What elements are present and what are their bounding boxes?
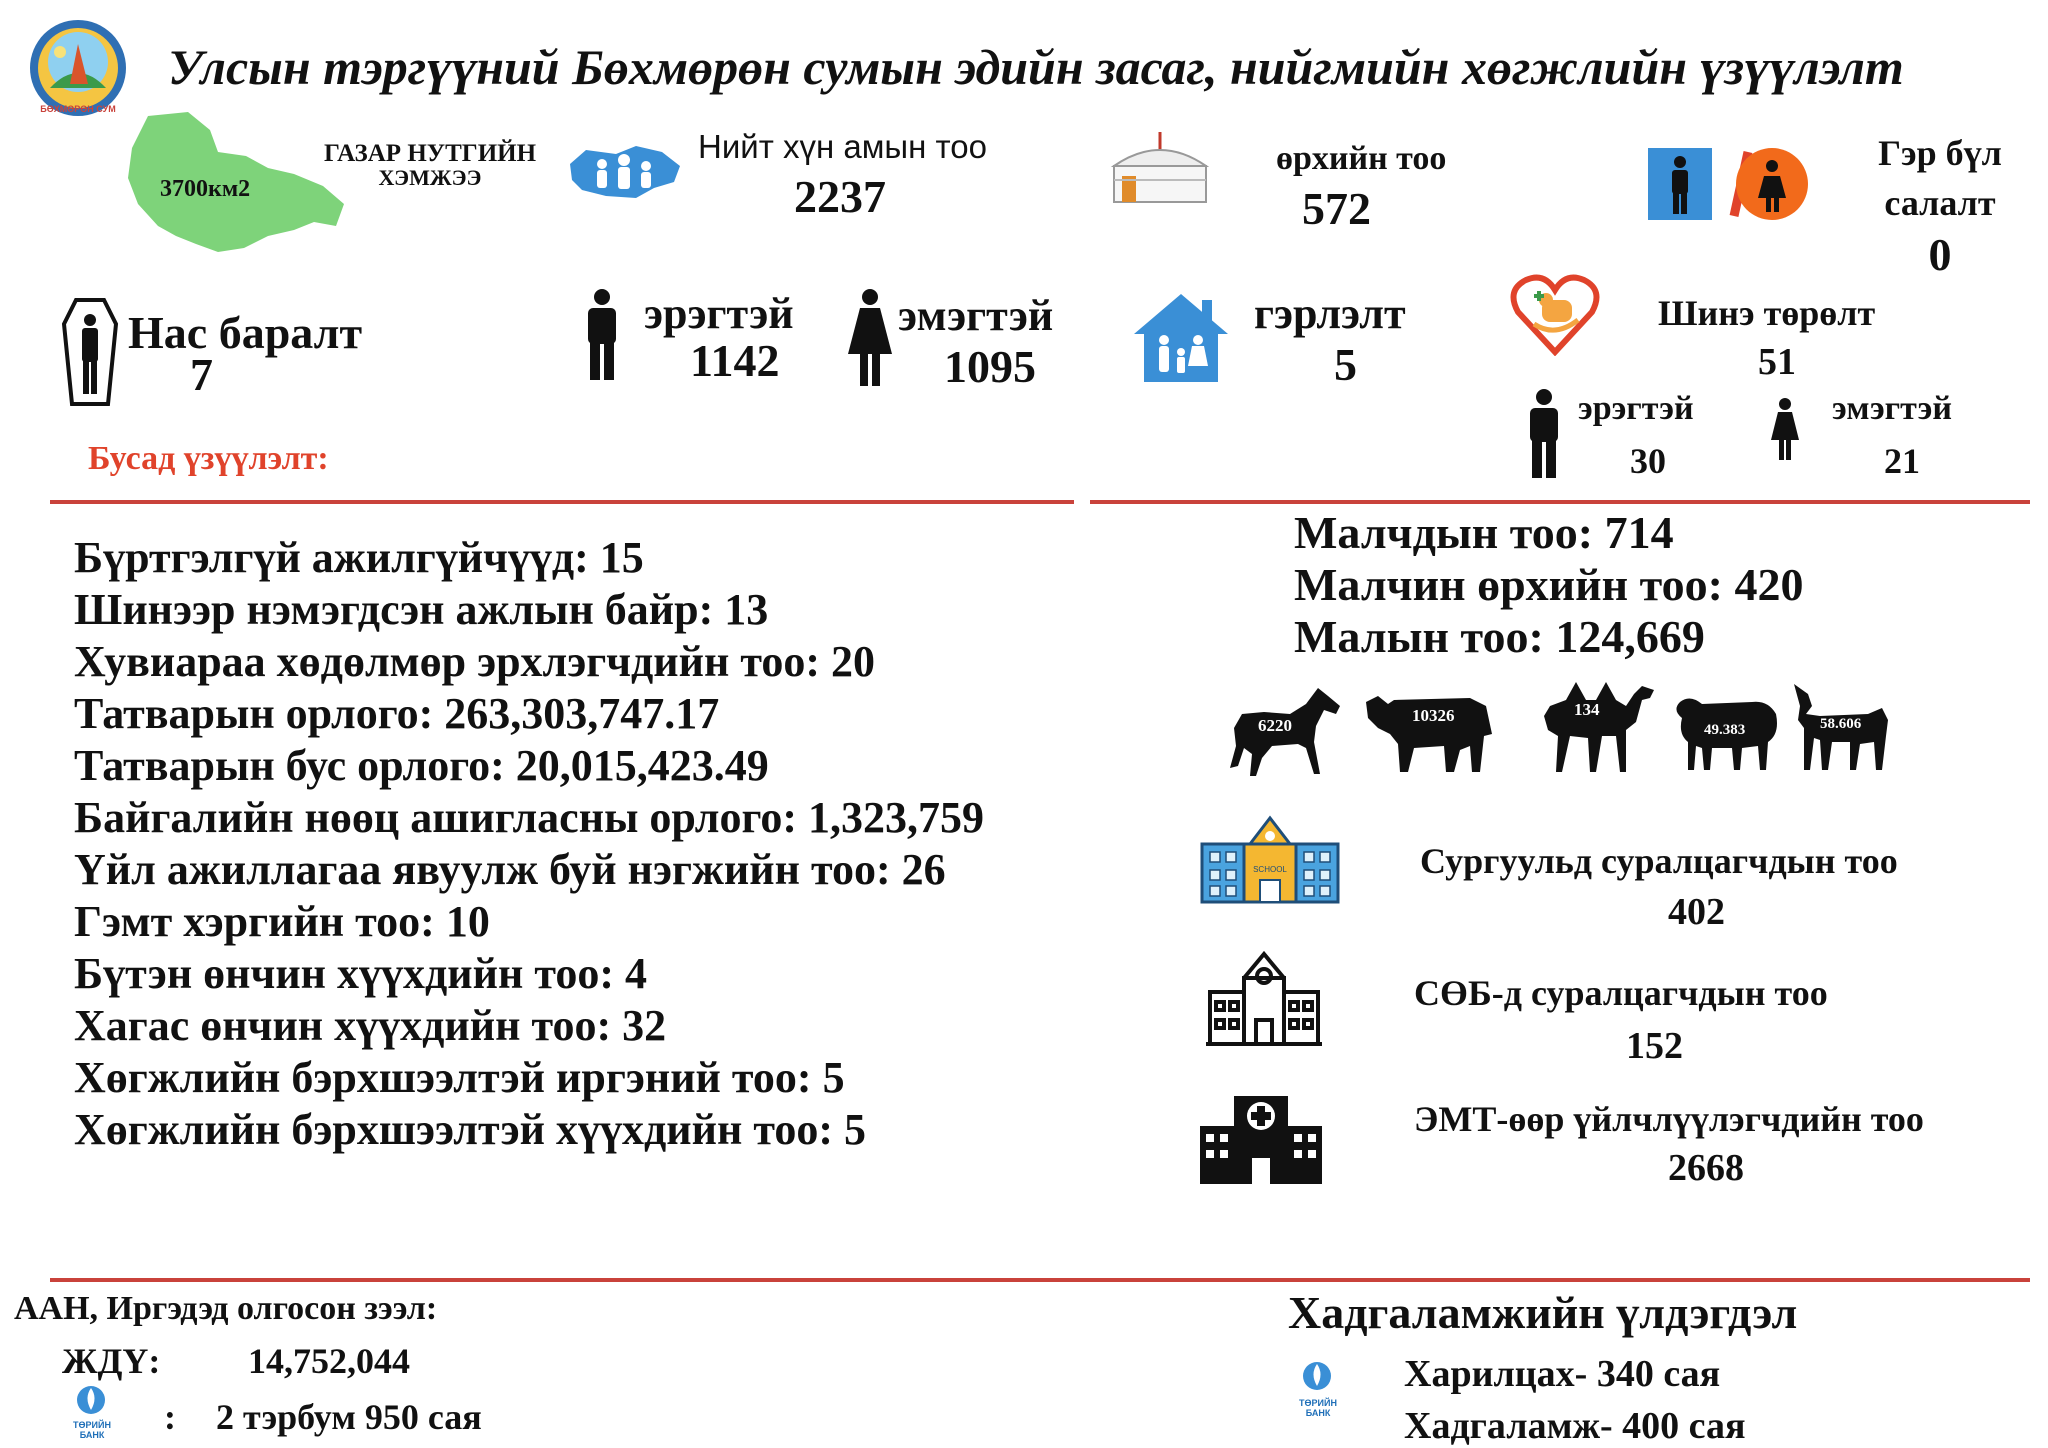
school-value: 402 (1668, 891, 1725, 933)
births-value: 51 (1758, 341, 1796, 383)
savings-deposit: Хадгаламж- 400 сая (1404, 1405, 1746, 1447)
indicator-operating-units: Үйл ажиллагаа явуулж буй нэгжийн тоо: 26 (74, 845, 946, 894)
herder-households-count: Малчин өрхийн тоо: 420 (1294, 559, 1804, 610)
page-title: Улсын тэргүүний Бөхмөрөн сумын эдийн засаг, нийгмийн хөгжлийн үзүүлэлт (168, 39, 1904, 95)
indicator-new-jobs: Шинээр нэмэгдсэн ажлын байр: 13 (74, 585, 769, 634)
state-bank-loan-value: 2 тэрбум 950 сая (216, 1397, 482, 1437)
population-value: 2237 (794, 171, 886, 222)
male-label: эрэгтэй (644, 289, 794, 338)
other-indicators-title: Бусад үзүүлэлт: (88, 440, 329, 477)
population-label: Нийт хүн амын тоо (698, 128, 987, 165)
soum-emblem-icon (28, 18, 128, 118)
horse-count: 6220 (1258, 716, 1292, 735)
male-value: 1142 (690, 335, 780, 386)
cow-count: 10326 (1412, 706, 1455, 725)
female-value: 1095 (944, 341, 1036, 392)
divider-right (1090, 500, 2030, 504)
livestock-total: Малын тоо: 124,669 (1294, 611, 1705, 662)
territory-label-line1: ГАЗАР НУТГИЙН (323, 140, 537, 167)
cow-icon (1364, 688, 1496, 774)
loans-title: ААН, Иргэдэд олгосон зээл: (14, 1290, 438, 1327)
goat-count: 58.606 (1820, 716, 1862, 732)
marriage-value: 5 (1334, 339, 1357, 390)
marriage-label: гэрлэлт (1254, 289, 1406, 338)
divorce-label-line1: Гэр бүл (1878, 133, 2002, 173)
ger-icon (1108, 130, 1212, 208)
savings-bank-name: ТӨРИЙН БАНК (1299, 1398, 1337, 1418)
kindergarten-label: СӨБ-д суралцагчдын тоо (1414, 973, 1828, 1013)
deaths-value: 7 (190, 349, 213, 400)
territory-area: 3700км2 (160, 176, 251, 202)
female-icon (846, 288, 894, 388)
divider-bottom (50, 1278, 2030, 1282)
divorce-value: 0 (1928, 229, 1952, 280)
indicator-crimes: Гэмт хэргийн тоо: 10 (74, 897, 490, 946)
kindergarten-icon (1204, 948, 1324, 1048)
camel-icon (1540, 676, 1658, 776)
birth-female-label: эмэгтэй (1832, 390, 1952, 427)
male-icon (580, 288, 624, 382)
births-label: Шинэ төрөлт (1658, 293, 1876, 333)
sheep-count: 49.383 (1704, 722, 1746, 738)
camel-count: 134 (1574, 700, 1600, 719)
school-icon (1198, 814, 1342, 906)
health-value: 2668 (1668, 1147, 1744, 1189)
health-label: ЭМТ-өөр үйлчлүүлэгчдийн тоо (1414, 1099, 1924, 1139)
birth-female-icon (1770, 398, 1800, 462)
deaths-label: Нас баралт (128, 307, 363, 358)
savings-title: Хадгаламжийн үлдэгдэл (1288, 1287, 1798, 1338)
kindergarten-value: 152 (1626, 1025, 1683, 1067)
jdu-label: ЖДҮ: (62, 1341, 161, 1381)
indicator-full-orphans: Бүтэн өнчин хүүхдийн тоо: 4 (74, 949, 648, 998)
birth-female-value: 21 (1884, 441, 1920, 481)
state-bank-name: ТӨРИЙН БАНК (73, 1420, 111, 1440)
indicator-natural-resource-revenue: Байгалийн нөөц ашигласны орлого: 1,323,759 (74, 793, 985, 842)
logo-caption: БӨХМӨРӨН СУМ (40, 104, 116, 114)
coffin-icon (60, 298, 120, 406)
jdu-value: 14,752,044 (248, 1341, 410, 1381)
households-label: өрхийн тоо (1276, 140, 1447, 177)
female-label: эмэгтэй (898, 291, 1054, 340)
households-value: 572 (1302, 183, 1371, 234)
bank-separator: : (164, 1397, 176, 1437)
indicator-tax-revenue: Татварын орлого: 263,303,747.17 (74, 689, 720, 738)
heart-baby-icon (1510, 272, 1600, 356)
indicator-unemployed: Бүртгэлгүй ажилгүйчүүд: 15 (74, 533, 644, 582)
school-sign: SCHOOL (1253, 865, 1287, 874)
birth-male-label: эрэгтэй (1578, 390, 1694, 427)
man-woman-icon (1648, 146, 1808, 224)
indicator-self-employed: Хувиараа хөдөлмөр эрхлэгчдийн тоо: 20 (74, 637, 876, 686)
birth-male-icon (1524, 388, 1564, 480)
indicator-non-tax-revenue: Татварын бус орлого: 20,015,423.49 (74, 741, 769, 790)
divider-left (50, 500, 1074, 504)
family-house-icon (1130, 290, 1232, 384)
school-label: Сургуульд суралцагчдын тоо (1420, 841, 1898, 881)
herders-count: Малчдын тоо: 714 (1294, 507, 1674, 558)
divorce-label-line2: салалт (1884, 183, 1996, 223)
indicator-half-orphans: Хагас өнчин хүүхдийн тоо: 32 (74, 1001, 667, 1050)
population-map-icon (566, 140, 684, 204)
savings-current: Харилцах- 340 сая (1404, 1353, 1721, 1395)
birth-male-value: 30 (1630, 441, 1666, 481)
hospital-icon (1196, 1092, 1326, 1186)
territory-label-line2: ХЭМЖЭЭ (378, 165, 482, 190)
indicator-disabled-citizens: Хөгжлийн бэрхшээлтэй иргэний тоо: 5 (74, 1053, 845, 1102)
indicator-disabled-children: Хөгжлийн бэрхшээлтэй хүүхдийн тоо: 5 (74, 1105, 867, 1154)
